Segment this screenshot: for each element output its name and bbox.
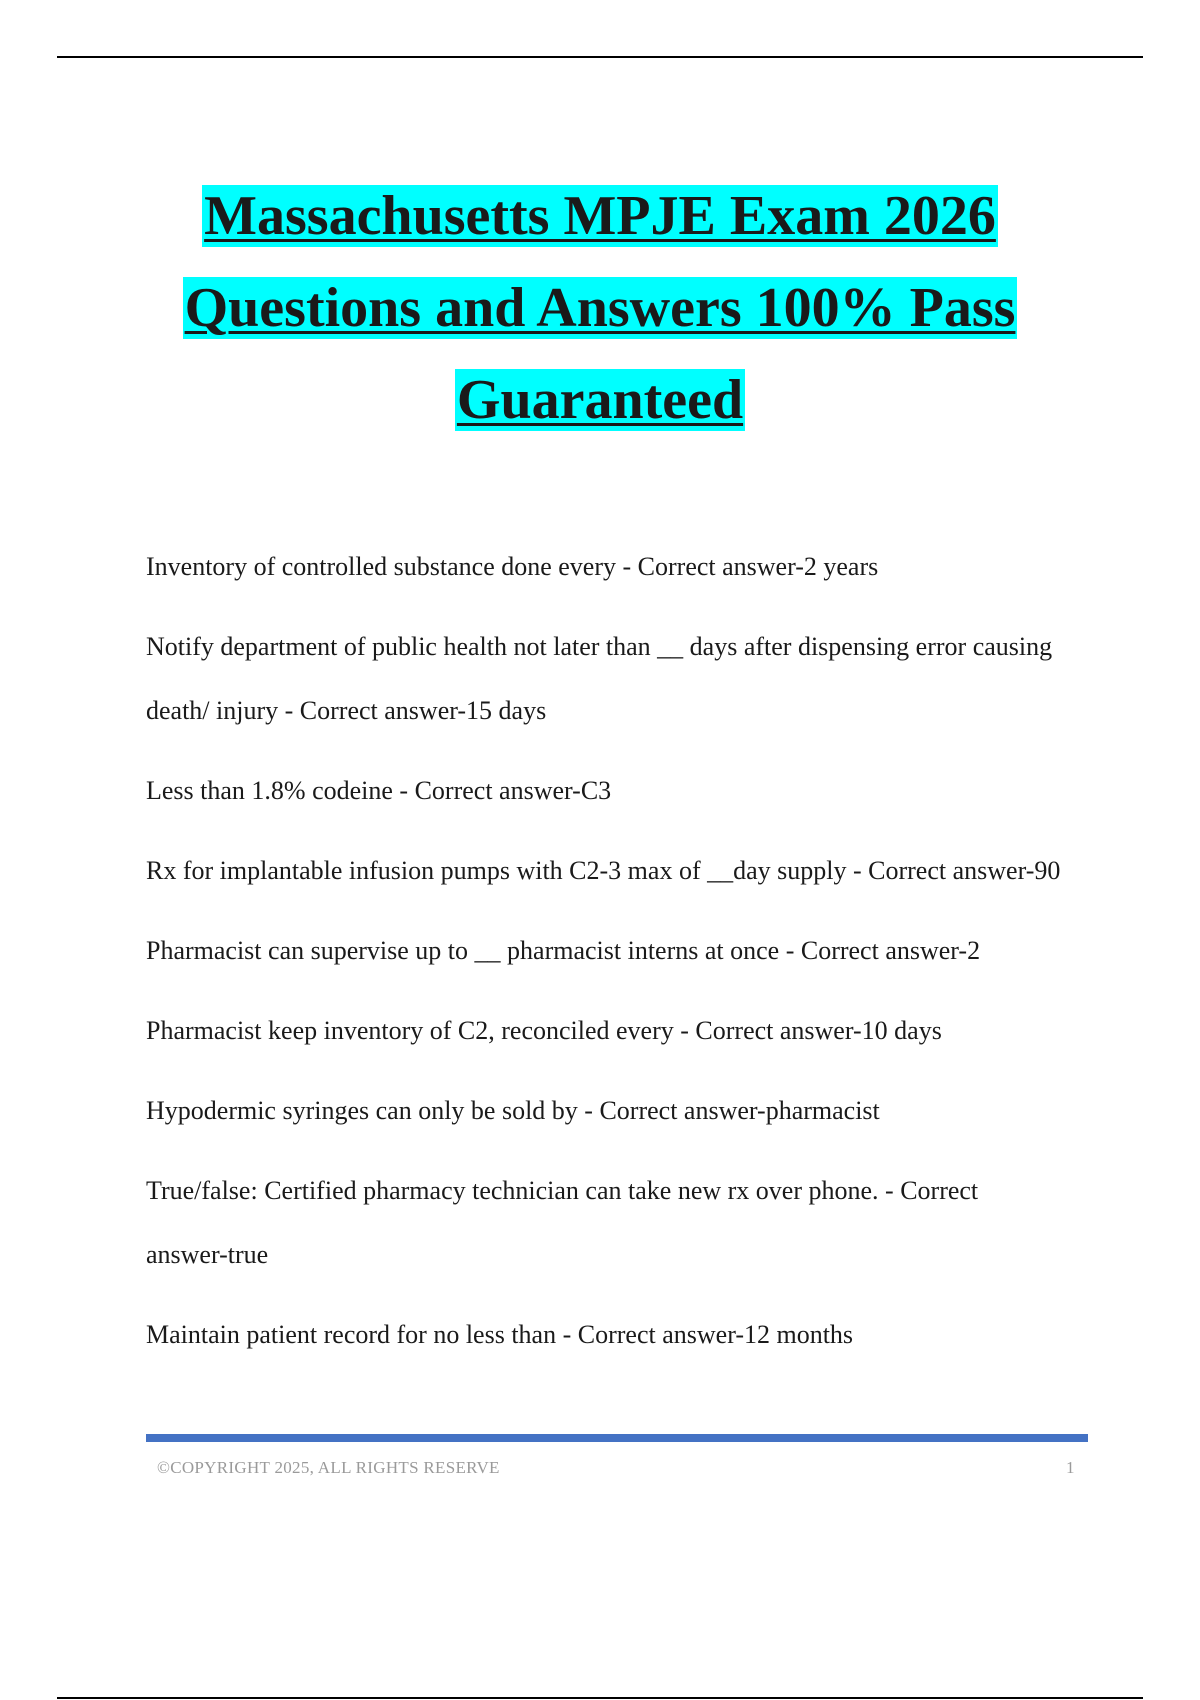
title-line-3: Guaranteed xyxy=(456,369,744,431)
title-line-1: Massachusetts MPJE Exam 2026 xyxy=(204,185,996,247)
qa-item: Pharmacist keep inventory of C2, reconciled every - Correct answer-10 days xyxy=(146,1016,942,1045)
page-number: 1 xyxy=(1066,1458,1075,1477)
footer-bar xyxy=(146,1434,1088,1442)
qa-item: Hypodermic syringes can only be sold by - Correct answer-pharmacist xyxy=(146,1096,880,1125)
qa-item: Pharmacist can supervise up to __ pharmacist interns at once - Correct answer-2 xyxy=(146,936,981,965)
top-rule xyxy=(57,56,1143,58)
copyright-notice: ©COPYRIGHT 2025, ALL RIGHTS RESERVE xyxy=(157,1458,500,1477)
qa-item: Maintain patient record for no less than - Correct answer-12 months xyxy=(146,1320,854,1349)
title-line-2: Questions and Answers 100% Pass xyxy=(184,277,1016,339)
document-title xyxy=(0,170,1200,446)
qa-item: Notify department of public health not later than __ days after dispensing error causing death/ injury - Correct answer-15 days xyxy=(146,632,1053,725)
qa-item: True/false: Certified pharmacy technician can take new rx over phone. - Correct answer-true xyxy=(146,1176,979,1269)
qa-list xyxy=(146,535,1066,1383)
bottom-rule xyxy=(57,1697,1143,1699)
qa-item: Less than 1.8% codeine - Correct answer-C3 xyxy=(146,776,612,805)
qa-item: Inventory of controlled substance done every - Correct answer-2 years xyxy=(146,552,879,581)
qa-item: Rx for implantable infusion pumps with C2-3 max of __day supply - Correct answer-90 xyxy=(146,856,1061,885)
